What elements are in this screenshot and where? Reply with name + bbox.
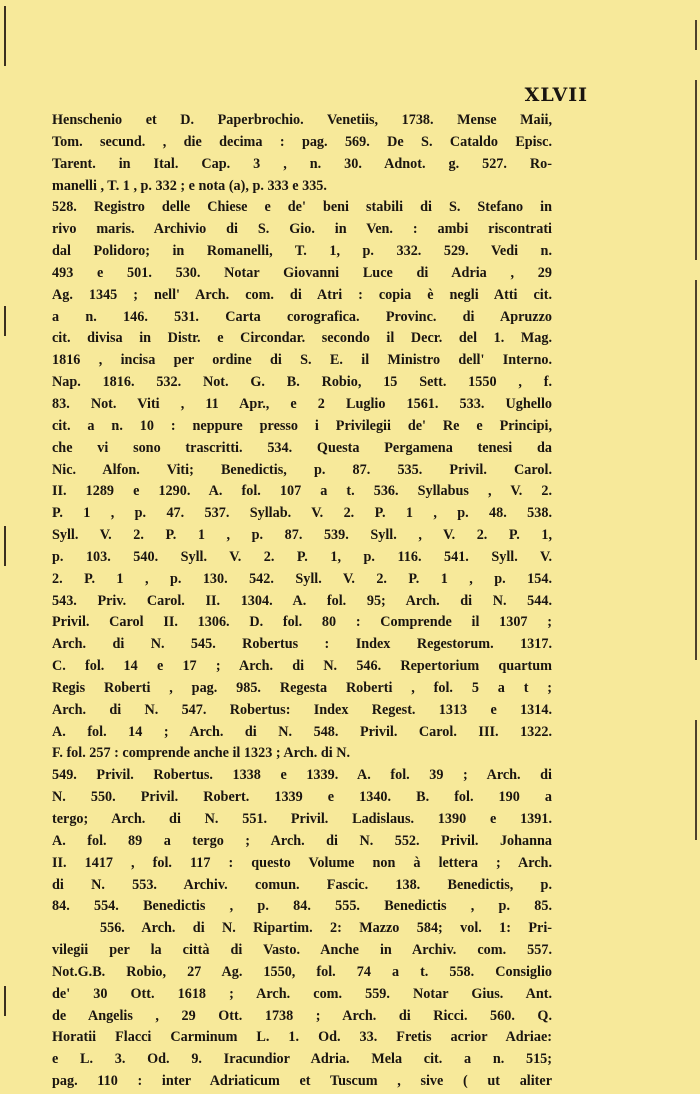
text-line: P. 1 , p. 47. 537. Syllab. V. 2. P. 1 , p. 48. 538.: [52, 505, 552, 522]
text-line: pag. 110 : inter Adriaticum et Tuscum , sive ( ut aliter: [52, 1073, 552, 1090]
text-line: A. fol. 14 ; Arch. di N. 548. Privil. Carol. III. 1322.: [52, 723, 552, 740]
text-line: Not.G.B. Robio, 27 Ag. 1550, fol. 74 a t. 558. Consiglio: [52, 963, 552, 980]
text-line: a n. 146. 531. Carta corografica. Provinc. di Apruzzo: [52, 308, 552, 325]
page-number: XLVII: [524, 84, 588, 106]
text-line: II. 1289 e 1290. A. fol. 107 a t. 536. Syllabus , V. 2.: [52, 483, 552, 500]
text-line: di N. 553. Archiv. comun. Fascic. 138. Benedictis, p.: [52, 876, 552, 893]
body-text: [52, 110, 552, 1093]
text-line: Privil. Carol II. 1306. D. fol. 80 : Comprende il 1307 ;: [52, 614, 552, 631]
text-line: manelli , T. 1 , p. 332 ; e nota (a), p. 333 e 335.: [52, 177, 327, 194]
text-line: Nap. 1816. 532. Not. G. B. Robio, 15 Sett. 1550 , f.: [52, 374, 552, 391]
text-line: che vi sono trascritti. 534. Questa Pergamena tenesi da: [52, 439, 552, 456]
text-line: A. fol. 89 a tergo ; Arch. di N. 552. Privil. Johanna: [52, 832, 552, 849]
text-line: N. 550. Privil. Robert. 1339 e 1340. B. fol. 190 a: [52, 789, 552, 806]
text-line: 528. Registro delle Chiese e de' beni stabili di S. Stefano in: [52, 199, 552, 216]
text-line: rivo maris. Archivio di S. Gio. in Ven. : ambi riscontrati: [52, 221, 552, 238]
text-line: Tarent. in Ital. Cap. 3 , n. 30. Adnot. g. 527. Ro-: [52, 155, 552, 172]
text-line: p. 103. 540. Syll. V. 2. P. 1, p. 116. 541. Syll. V.: [52, 548, 552, 565]
text-line: 84. 554. Benedictis , p. 84. 555. Benedictis , p. 85.: [52, 898, 552, 915]
text-line: Syll. V. 2. P. 1 , p. 87. 539. Syll. , V. 2. P. 1,: [52, 527, 552, 544]
text-line: Arch. di N. 547. Robertus: Index Regest. 1313 e 1314.: [52, 701, 552, 718]
text-line: Horatii Flacci Carminum L. 1. Od. 33. Fretis acrior Adriae:: [52, 1029, 552, 1046]
text-line: 556. Arch. di N. Ripartim. 2: Mazzo 584; vol. 1: Pri-: [100, 920, 552, 937]
text-line: F. fol. 257 : comprende anche il 1323 ; Arch. di N.: [52, 745, 351, 762]
text-line: de Angelis , 29 Ott. 1738 ; Arch. di Ricci. 560. Q.: [52, 1007, 552, 1024]
text-line: 2. P. 1 , p. 130. 542. Syll. V. 2. P. 1 , p. 154.: [52, 570, 552, 587]
text-line: Henschenio et D. Paperbrochio. Venetiis, 1738. Mense Maii,: [52, 112, 552, 128]
text-line: Regis Roberti , pag. 985. Regesta Roberti , fol. 5 a t ;: [52, 679, 552, 696]
text-line: cit. divisa in Distr. e Circondar. secondo il Decr. del 1. Mag.: [52, 330, 552, 347]
text-line: Tom. secund. , die decima : pag. 569. De S. Cataldo Episc.: [52, 133, 552, 150]
text-line: Arch. di N. 545. Robertus : Index Regestorum. 1317.: [52, 636, 552, 653]
text-line: e L. 3. Od. 9. Iracundior Adria. Mela cit. a n. 515;: [52, 1051, 552, 1068]
text-line: cit. a n. 10 : neppure presso i Privilegii de' Re e Principi,: [52, 417, 552, 434]
text-line: 549. Privil. Robertus. 1338 e 1339. A. fol. 39 ; Arch. di: [52, 767, 552, 784]
text-line: 493 e 501. 530. Notar Giovanni Luce di Adria , 29: [52, 264, 552, 281]
text-line: II. 1417 , fol. 117 : questo Volume non à lettera ; Arch.: [52, 854, 552, 871]
text-line: C. fol. 14 e 17 ; Arch. di N. 546. Repertorium quartum: [52, 658, 552, 675]
right-margin-edge: [695, 20, 697, 1020]
text-line: Ag. 1345 ; nell' Arch. com. di Atri : copia è negli Atti cit.: [52, 286, 552, 303]
text-line: tergo; Arch. di N. 551. Privil. Ladislaus. 1390 e 1391.: [52, 811, 552, 827]
text-line: 83. Not. Viti , 11 Apr., e 2 Luglio 1561. 533. Ughello: [52, 395, 552, 412]
text-line: 1816 , incisa per ordine di S. E. il Ministro dell' Interno.: [52, 352, 552, 369]
text-line: dal Polidoro; in Romanelli, T. 1, p. 332. 529. Vedi n.: [52, 243, 552, 260]
text-line: Nic. Alfon. Viti; Benedictis, p. 87. 535. Privil. Carol.: [52, 461, 552, 478]
text-line: vilegii per la città di Vasto. Anche in Archiv. com. 557.: [52, 942, 552, 959]
text-line: 543. Priv. Carol. II. 1304. A. fol. 95; Arch. di N. 544.: [52, 592, 552, 609]
text-line: de' 30 Ott. 1618 ; Arch. com. 559. Notar Gius. Ant.: [52, 985, 552, 1002]
left-margin-edge: [4, 6, 6, 1066]
